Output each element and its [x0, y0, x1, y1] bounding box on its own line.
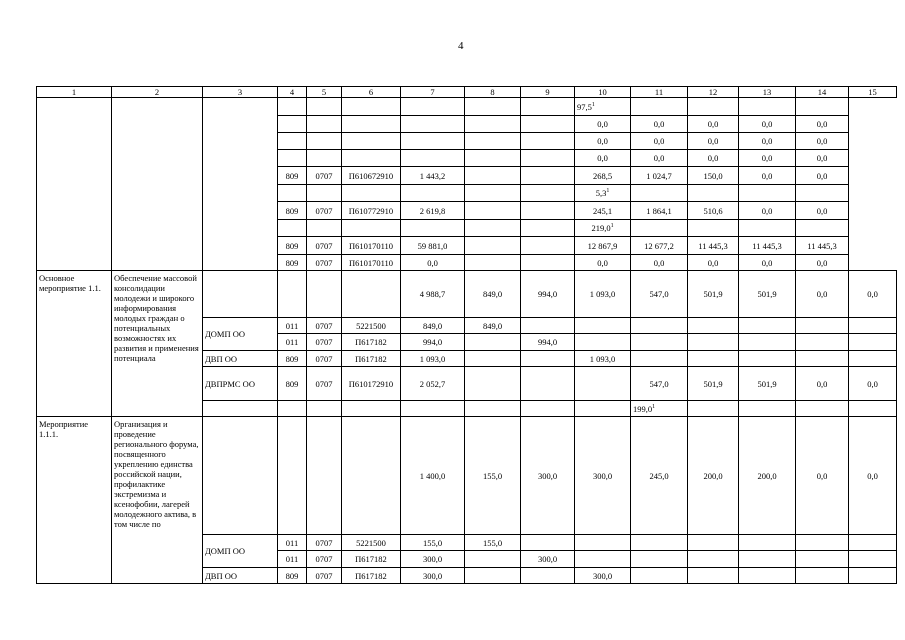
- cell: [342, 220, 401, 237]
- cell: [796, 98, 849, 116]
- cell: 1 093,0: [575, 271, 631, 318]
- cell: [631, 551, 688, 568]
- cell: [631, 535, 688, 551]
- cell: [278, 220, 307, 237]
- cell: 0,0: [688, 255, 739, 271]
- cell: [688, 351, 739, 367]
- cell: 0,0: [739, 202, 796, 220]
- cell: [342, 150, 401, 167]
- cell: 300,0: [521, 551, 575, 568]
- cell: 200,0: [688, 417, 739, 535]
- cell: 11 445,3: [688, 237, 739, 255]
- cell: 0,0: [796, 255, 849, 271]
- header-cell: 5: [307, 87, 342, 98]
- cell: 0707: [307, 568, 342, 584]
- cell: 849,0: [465, 318, 521, 334]
- cell-col2: [112, 98, 203, 271]
- cell: [521, 367, 575, 401]
- cell: [465, 202, 521, 220]
- cell: 0,0: [739, 150, 796, 167]
- cell: 155,0: [465, 535, 521, 551]
- cell: [521, 401, 575, 417]
- cell: 0,0: [849, 417, 897, 535]
- cell: 300,0: [401, 568, 465, 584]
- cell: 809: [278, 568, 307, 584]
- cell: [307, 150, 342, 167]
- cell: 0,0: [631, 255, 688, 271]
- executor-cell: ДОМП ОО: [203, 318, 278, 351]
- cell: 0707: [307, 318, 342, 334]
- cell: [278, 417, 307, 535]
- cell: [796, 334, 849, 351]
- cell: 0,0: [575, 150, 631, 167]
- cell: 510,6: [688, 202, 739, 220]
- cell: [631, 401, 688, 417]
- cell: [849, 351, 897, 367]
- measure-number: Основное мероприятие 1.1.: [37, 271, 112, 417]
- cell: [521, 98, 575, 116]
- cell: 1 024,7: [631, 167, 688, 185]
- cell: [342, 271, 401, 318]
- cell: [465, 167, 521, 185]
- cell: 0707: [307, 535, 342, 551]
- cell: П610170110: [342, 255, 401, 271]
- cell: [465, 116, 521, 133]
- cell: 0,0: [631, 133, 688, 150]
- cell-col1: [37, 98, 112, 271]
- cell: [688, 535, 739, 551]
- cell: 12 677,2: [631, 237, 688, 255]
- cell: [278, 271, 307, 318]
- cell: [307, 116, 342, 133]
- cell: [796, 220, 849, 237]
- cell: 011: [278, 334, 307, 351]
- cell: [401, 185, 465, 202]
- cell: 0707: [307, 202, 342, 220]
- cell: [575, 318, 631, 334]
- cell: 0707: [307, 167, 342, 185]
- cell: [278, 185, 307, 202]
- header-cell: 11: [631, 87, 688, 98]
- cell: 2 619,8: [401, 202, 465, 220]
- cell: [631, 185, 688, 202]
- cell: [575, 98, 631, 116]
- cell: [688, 401, 739, 417]
- measure-description: Организация и проведение регионального форума, посвященного укреплению единства российской нации, профилактике экстремизма и ксенофобии, лагерей молодежного актива, в том числе по: [112, 417, 203, 584]
- cell: [342, 401, 401, 417]
- cell: [342, 417, 401, 535]
- executor-cell: ДОМП ОО: [203, 535, 278, 568]
- cell: 300,0: [575, 417, 631, 535]
- cell: [401, 401, 465, 417]
- cell: [521, 167, 575, 185]
- cell: [307, 417, 342, 535]
- cell: [342, 116, 401, 133]
- cell: [575, 220, 631, 237]
- cell: [342, 98, 401, 116]
- cell: [307, 271, 342, 318]
- cell: 0,0: [849, 367, 897, 401]
- cell: [631, 98, 688, 116]
- cell: [739, 568, 796, 584]
- measure-description: Обеспечение массовой консолидации молодежи и широкого информирования молодых граждан о потенциальных возможностях их развития и применения потенциала: [112, 271, 203, 417]
- cell: 0,0: [849, 271, 897, 318]
- cell: [849, 535, 897, 551]
- cell: [631, 220, 688, 237]
- cell: [575, 185, 631, 202]
- cell: 0707: [307, 334, 342, 351]
- cell: [307, 401, 342, 417]
- cell: [521, 237, 575, 255]
- cell: [401, 133, 465, 150]
- budget-table: [36, 86, 897, 584]
- footnote-mark: 1: [591, 101, 595, 108]
- cell: [849, 318, 897, 334]
- cell: 011: [278, 535, 307, 551]
- cell: [278, 116, 307, 133]
- cell: [465, 334, 521, 351]
- cell: 809: [278, 167, 307, 185]
- cell: 0,0: [575, 255, 631, 271]
- cell: П617182: [342, 334, 401, 351]
- header-cell: 2: [112, 87, 203, 98]
- cell: 1 093,0: [401, 351, 465, 367]
- cell: 0707: [307, 255, 342, 271]
- cell: 245,0: [631, 417, 688, 535]
- cell: 0707: [307, 237, 342, 255]
- header-cell: 15: [849, 87, 897, 98]
- cell: [796, 185, 849, 202]
- cell: [796, 551, 849, 568]
- cell: 809: [278, 367, 307, 401]
- header-cell: 4: [278, 87, 307, 98]
- cell: [688, 551, 739, 568]
- cell: 0,0: [739, 167, 796, 185]
- cell: [739, 334, 796, 351]
- cell: 994,0: [521, 334, 575, 351]
- cell: 11 445,3: [796, 237, 849, 255]
- cell: [688, 334, 739, 351]
- cell: [739, 401, 796, 417]
- cell: [342, 133, 401, 150]
- cell: 268,5: [575, 167, 631, 185]
- header-cell: 8: [465, 87, 521, 98]
- cell: 0,0: [575, 116, 631, 133]
- cell: [521, 535, 575, 551]
- cell: [401, 220, 465, 237]
- measure-number: Мероприятие 1.1.1.: [37, 417, 112, 584]
- cell: [688, 220, 739, 237]
- cell: 0,0: [688, 116, 739, 133]
- cell: [465, 367, 521, 401]
- cell: 0707: [307, 367, 342, 401]
- cell: [575, 551, 631, 568]
- cell: [307, 98, 342, 116]
- header-cell: 6: [342, 87, 401, 98]
- cell: 501,9: [739, 367, 796, 401]
- cell: [307, 220, 342, 237]
- cell: 300,0: [575, 568, 631, 584]
- cell: 809: [278, 237, 307, 255]
- cell: 155,0: [465, 417, 521, 535]
- cell: [278, 133, 307, 150]
- cell: П617182: [342, 551, 401, 568]
- cell: 547,0: [631, 367, 688, 401]
- cell: 809: [278, 351, 307, 367]
- cell-value: 219,0: [591, 223, 611, 233]
- footnote-mark: 1: [606, 188, 610, 195]
- cell: 0,0: [739, 133, 796, 150]
- cell: 150,0: [688, 167, 739, 185]
- header-cell: 14: [796, 87, 849, 98]
- cell: [631, 334, 688, 351]
- cell: 59 881,0: [401, 237, 465, 255]
- cell: [465, 551, 521, 568]
- cell: [739, 551, 796, 568]
- cell: [465, 220, 521, 237]
- cell: 0,0: [631, 150, 688, 167]
- cell: [278, 401, 307, 417]
- cell: [278, 150, 307, 167]
- cell: [203, 417, 278, 535]
- cell: [739, 185, 796, 202]
- cell: [688, 568, 739, 584]
- cell: 4 988,7: [401, 271, 465, 318]
- cell: [796, 535, 849, 551]
- cell: [203, 401, 278, 417]
- header-cell: 7: [401, 87, 465, 98]
- cell: [796, 568, 849, 584]
- cell: 994,0: [521, 271, 575, 318]
- cell: 0,0: [796, 167, 849, 185]
- cell: [521, 133, 575, 150]
- cell: 0,0: [739, 255, 796, 271]
- cell: [739, 535, 796, 551]
- cell: [521, 116, 575, 133]
- cell: 5221500: [342, 318, 401, 334]
- cell: П610170110: [342, 237, 401, 255]
- cell: 0,0: [688, 150, 739, 167]
- cell: [739, 318, 796, 334]
- cell: 0,0: [796, 202, 849, 220]
- cell: [465, 351, 521, 367]
- cell: [521, 568, 575, 584]
- cell: [465, 401, 521, 417]
- cell: [465, 568, 521, 584]
- cell: [688, 318, 739, 334]
- cell: [849, 551, 897, 568]
- cell: 0,0: [796, 271, 849, 318]
- cell: [631, 351, 688, 367]
- cell: [575, 334, 631, 351]
- cell: [521, 351, 575, 367]
- cell: [796, 351, 849, 367]
- cell-col3: [203, 98, 278, 271]
- cell: [203, 271, 278, 318]
- cell-value: 5,3: [595, 188, 607, 198]
- cell: 849,0: [401, 318, 465, 334]
- cell: 0,0: [401, 255, 465, 271]
- cell: 0,0: [575, 133, 631, 150]
- cell: 0707: [307, 551, 342, 568]
- cell: 0,0: [796, 116, 849, 133]
- cell: [465, 133, 521, 150]
- cell: [739, 220, 796, 237]
- cell: [688, 98, 739, 116]
- cell: 994,0: [401, 334, 465, 351]
- header-cell: 12: [688, 87, 739, 98]
- cell: 2 052,7: [401, 367, 465, 401]
- cell: 300,0: [401, 551, 465, 568]
- cell: 0,0: [796, 150, 849, 167]
- cell: [849, 568, 897, 584]
- cell: [307, 185, 342, 202]
- cell: 547,0: [631, 271, 688, 318]
- header-cell: 13: [739, 87, 796, 98]
- cell: [521, 220, 575, 237]
- cell: 809: [278, 202, 307, 220]
- cell: 1 400,0: [401, 417, 465, 535]
- cell: 0,0: [796, 133, 849, 150]
- cell: [465, 237, 521, 255]
- cell: 5221500: [342, 535, 401, 551]
- cell: [739, 351, 796, 367]
- cell: [401, 116, 465, 133]
- cell: П617182: [342, 351, 401, 367]
- table-row: [37, 417, 897, 535]
- cell: [739, 98, 796, 116]
- header-cell: 3: [203, 87, 278, 98]
- cell: [575, 367, 631, 401]
- cell: [521, 202, 575, 220]
- executor-cell: ДВП ОО: [203, 351, 278, 367]
- cell: [796, 401, 849, 417]
- cell: [307, 133, 342, 150]
- cell: 809: [278, 255, 307, 271]
- cell: 11 445,3: [739, 237, 796, 255]
- cell: 0,0: [631, 116, 688, 133]
- cell: 011: [278, 318, 307, 334]
- cell: П610172910: [342, 367, 401, 401]
- cell: [465, 98, 521, 116]
- cell: [521, 185, 575, 202]
- cell: 200,0: [739, 417, 796, 535]
- cell: П610772910: [342, 202, 401, 220]
- cell: [465, 185, 521, 202]
- cell: 155,0: [401, 535, 465, 551]
- cell: [575, 535, 631, 551]
- cell: [465, 150, 521, 167]
- cell: 0707: [307, 351, 342, 367]
- cell: 501,9: [688, 271, 739, 318]
- cell: [521, 255, 575, 271]
- cell: [465, 255, 521, 271]
- cell: [278, 98, 307, 116]
- cell: 501,9: [688, 367, 739, 401]
- cell: 12 867,9: [575, 237, 631, 255]
- page-number: 4: [458, 40, 464, 52]
- header-row: [37, 87, 897, 98]
- cell: [631, 568, 688, 584]
- cell: 1 093,0: [575, 351, 631, 367]
- cell: [796, 318, 849, 334]
- cell-value: 199,0: [633, 403, 653, 414]
- cell: 011: [278, 551, 307, 568]
- cell: 0,0: [739, 116, 796, 133]
- table-row: [37, 271, 897, 318]
- cell: 0,0: [796, 367, 849, 401]
- cell: [401, 98, 465, 116]
- table-row: [37, 98, 897, 116]
- cell: 300,0: [521, 417, 575, 535]
- cell: 1 864,1: [631, 202, 688, 220]
- cell: [521, 150, 575, 167]
- cell: [688, 185, 739, 202]
- cell: [401, 150, 465, 167]
- cell: П610672910: [342, 167, 401, 185]
- cell: 501,9: [739, 271, 796, 318]
- cell: 849,0: [465, 271, 521, 318]
- cell: [631, 318, 688, 334]
- cell: 0,0: [796, 417, 849, 535]
- cell: 0,0: [688, 133, 739, 150]
- footnote-mark: 1: [610, 223, 614, 230]
- cell: П617182: [342, 568, 401, 584]
- footnote-mark: 1: [652, 403, 656, 410]
- header-cell: 9: [521, 87, 575, 98]
- cell: [849, 334, 897, 351]
- cell: [575, 401, 631, 417]
- header-cell: 10: [575, 87, 631, 98]
- cell-value: 97,5: [577, 101, 592, 112]
- cell: [521, 318, 575, 334]
- cell: 245,1: [575, 202, 631, 220]
- cell: [342, 185, 401, 202]
- header-cell: 1: [37, 87, 112, 98]
- executor-cell: ДВП ОО: [203, 568, 278, 584]
- executor-cell: ДВПРМС ОО: [203, 367, 278, 401]
- cell: 1 443,2: [401, 167, 465, 185]
- cell: [849, 401, 897, 417]
